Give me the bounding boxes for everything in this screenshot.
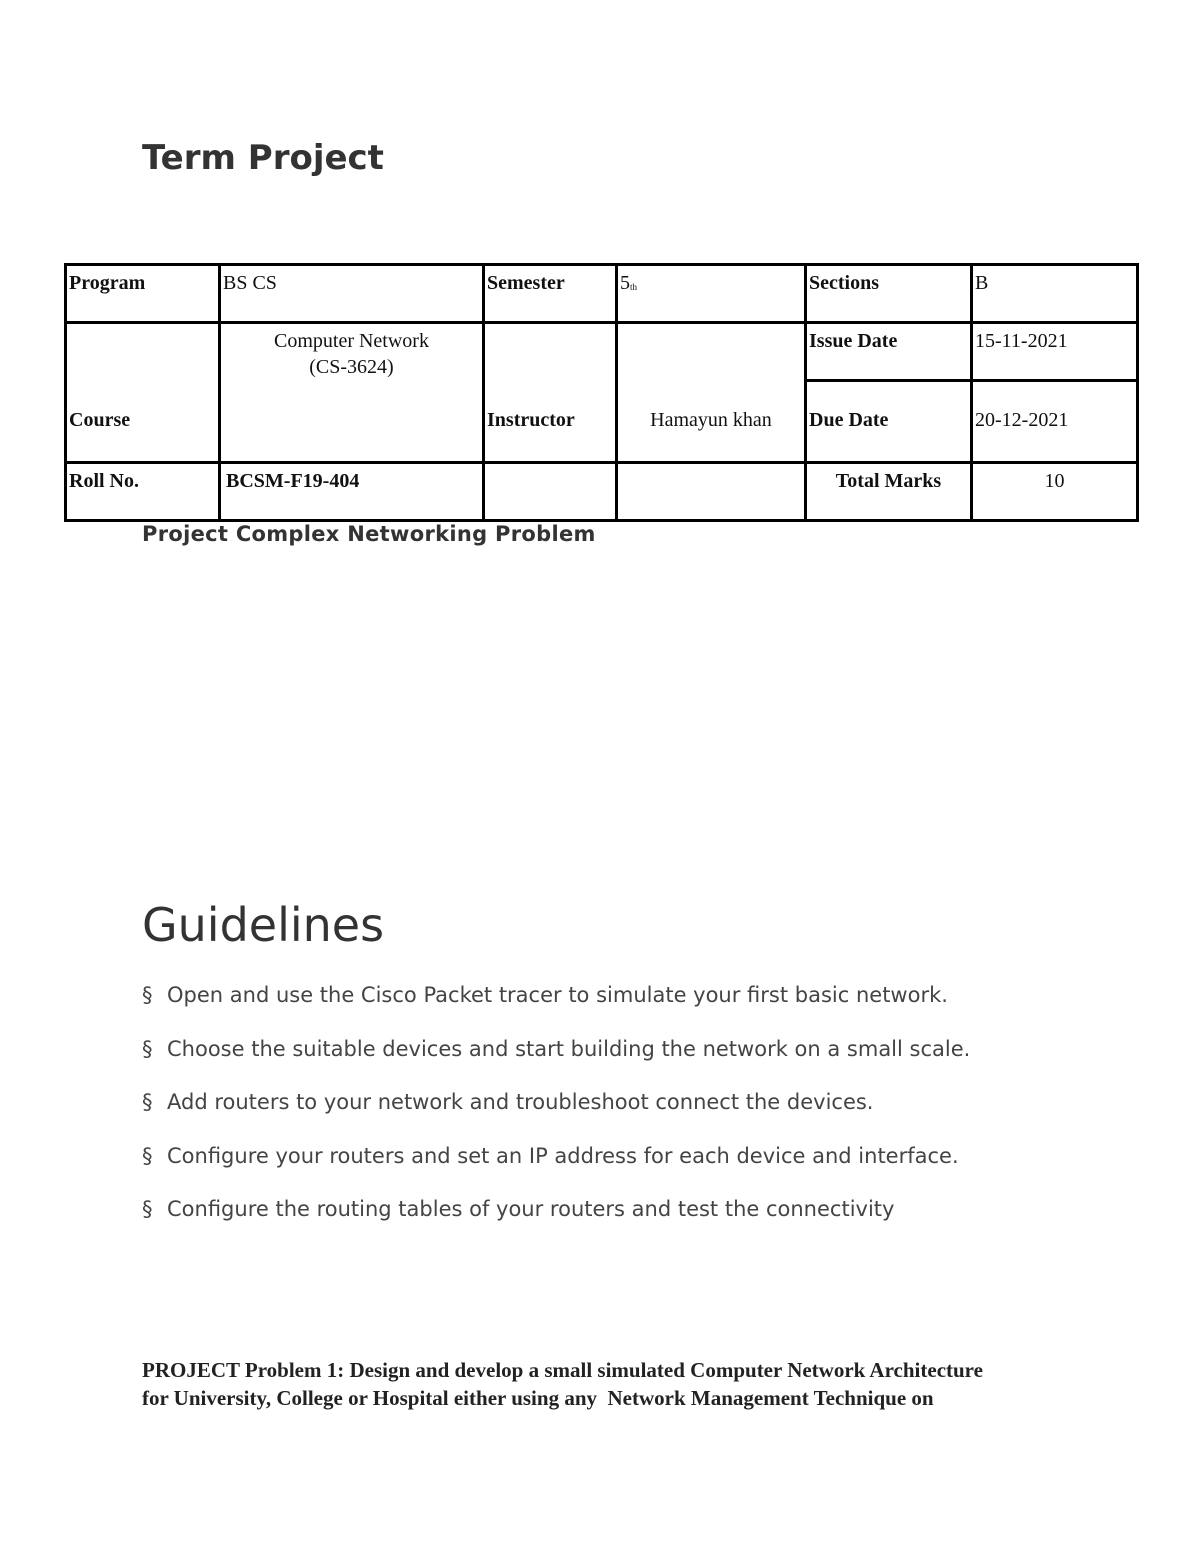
semester-label: Semester — [484, 265, 617, 323]
issue-date-value: 15-11-2021 — [972, 323, 1138, 381]
list-item — [142, 980, 970, 1034]
table-row — [66, 323, 1138, 381]
guideline-text: Configure your routers and set an IP address for each device and interface. — [167, 1143, 959, 1168]
project-subtitle: Project Complex Networking Problem — [142, 522, 596, 546]
bullet-icon: § — [142, 1143, 153, 1168]
semester-value: 5 — [620, 272, 630, 294]
instructor-value: Hamayun khan — [617, 323, 806, 463]
due-date-value: 20-12-2021 — [972, 381, 1138, 463]
course-cell — [220, 323, 484, 463]
course-label: Course — [66, 323, 220, 463]
program-value: BS CS — [220, 265, 484, 323]
list-item — [142, 1141, 970, 1195]
total-marks-value: 10 — [972, 463, 1138, 521]
table-row — [66, 463, 1138, 521]
guidelines-list — [142, 980, 970, 1248]
empty-cell — [484, 463, 617, 521]
project-problem — [142, 1356, 1102, 1412]
semester-suffix: th — [630, 282, 638, 292]
guideline-text: Choose the suitable devices and start building the network on a small scale. — [167, 1036, 971, 1061]
course-code: (CS-3624) — [309, 356, 394, 378]
bullet-icon: § — [142, 1197, 153, 1221]
guideline-text: Add routers to your network and troubleshoot connect the devices. — [167, 1090, 874, 1114]
bullet-icon: § — [142, 1036, 153, 1061]
table-row — [66, 265, 1138, 323]
course-name: Computer Network — [274, 330, 429, 352]
roll-value: BCSM-F19-404 — [220, 463, 484, 521]
program-label: Program — [66, 265, 220, 323]
total-marks-label: Total Marks — [806, 463, 972, 521]
bullet-icon: § — [142, 1090, 153, 1114]
issue-date-label: Issue Date — [806, 323, 972, 381]
roll-label: Roll No. — [66, 463, 220, 521]
list-item — [142, 1194, 970, 1248]
list-item — [142, 1034, 970, 1088]
list-item — [142, 1087, 970, 1141]
guideline-text: Open and use the Cisco Packet tracer to simulate your first basic network. — [167, 983, 948, 1007]
empty-cell — [617, 463, 806, 521]
instructor-label: Instructor — [484, 323, 617, 463]
sections-value: B — [972, 265, 1138, 323]
problem-line: PROJECT Problem 1: Design and develop a small simulated Computer Network Architecture — [142, 1358, 983, 1382]
problem-line: for University, College or Hospital either using any Network Management Technique on — [142, 1386, 934, 1410]
sections-label: Sections — [806, 265, 972, 323]
semester-cell — [617, 265, 806, 323]
guideline-text: Configure the routing tables of your routers and test the connectivity — [167, 1197, 895, 1221]
guidelines-heading: Guidelines — [142, 898, 385, 952]
bullet-icon: § — [142, 983, 153, 1007]
document-title: Term Project — [142, 138, 384, 178]
due-date-label: Due Date — [806, 381, 972, 463]
course-info-table — [64, 263, 1139, 522]
